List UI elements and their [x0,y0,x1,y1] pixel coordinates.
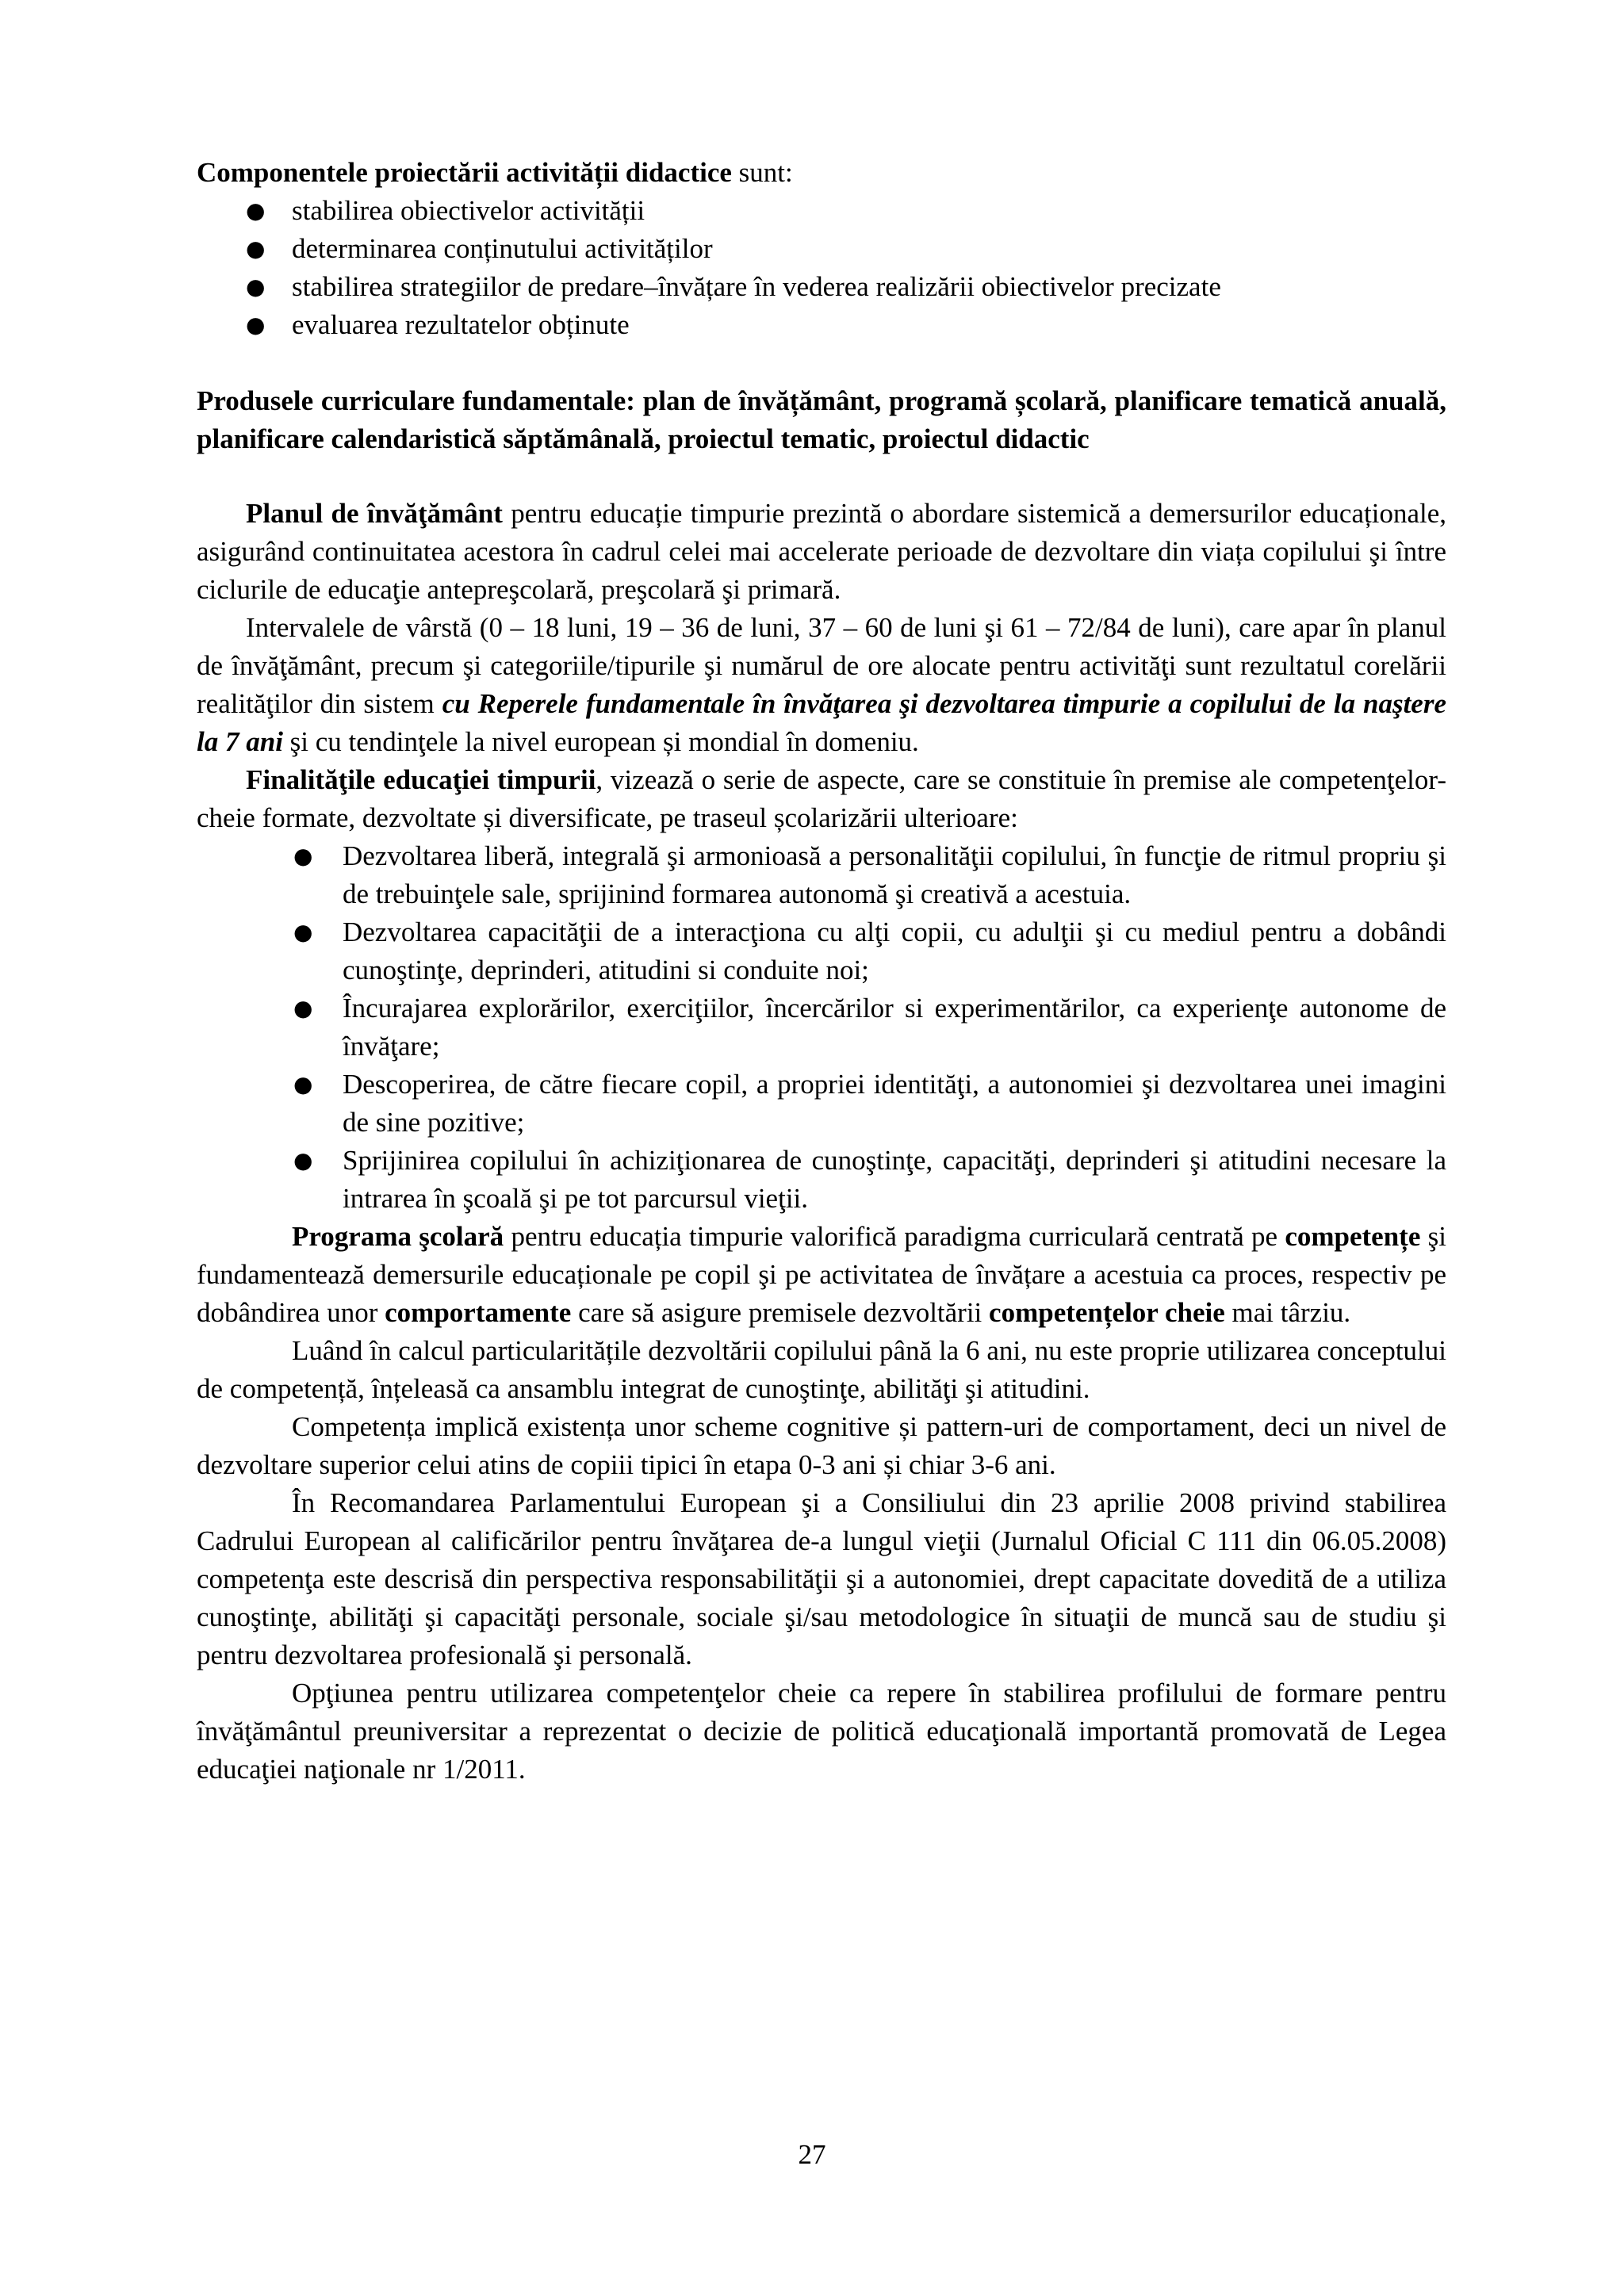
intervals-text-a: Intervalele de vârstă (0 – 18 luni, 19 – 36 de luni, 37 – 60 de luni şi 61 – 72/84 de luni), care apar în planul de învăţământ, precum şi categoriile/tipurile şi numărul de ore alocate pentru activităţi sunt rezultatul corelării realităţilor din sistem [197,612,1446,719]
list-item [197,268,1446,306]
programa-text-1: pentru educația timpurie valorifică paradigma curriculară centrată pe [504,1221,1285,1252]
bullet-icon: ● [293,995,313,1021]
list-item [197,1142,1446,1218]
list-item [197,192,1446,230]
list-item [197,989,1446,1066]
bullet-icon: ● [293,1147,313,1173]
body-paragraph: Luând în calcul particularitățile dezvoltării copilului până la 6 ani, nu este proprie utilizarea conceptului de competență, înțeleasă ca ansamblu integrat de cunoştinţe, abilităţi şi atitudini. [197,1335,1446,1404]
products-heading [197,382,1446,458]
list-item [197,837,1446,913]
programa-text-2: şi fundamentează demersurile educaționale pe copil şi pe activitatea de învățare a acestuia ca proces, respectiv pe dobândirea unor [197,1221,1446,1328]
bullet-icon: ● [246,274,266,300]
bullet-icon: ● [246,312,266,338]
programa-text-3: care să asigure premisele dezvoltării [571,1297,990,1328]
bullet-icon: ● [246,197,266,224]
body-paragraph: Opţiunea pentru utilizarea competenţelor cheie ca repere în stabilirea profilului de formare pentru învăţământul preuniversitar a reprezentat o decizie de politică educaţională importantă promovată de Legea educaţiei naţionale nr 1/2011. [197,1678,1446,1785]
programa-bold-4: competențelor cheie [989,1297,1225,1328]
list-item-text: Dezvoltarea capacităţii de a interacţiona cu alţi copii, cu adulţii şi cu mediul pentru a dobândi cunoştinţe, deprinderi, atitudini si conduite noi; [343,916,1446,985]
programa-bold-2: competențe [1285,1221,1421,1252]
body-paragraph: Competența implică existența unor scheme cognitive și pattern-uri de comportament, deci un nivel de dezvoltare superior celui atins de copiii tipici în etapa 0-3 ani și chiar 3-6 ani. [197,1411,1446,1480]
finalitati-list [197,837,1446,1218]
programa-bold-1: Programa şcolară [292,1221,504,1252]
list-item-text: stabilirea obiectivelor activității [292,195,645,226]
components-intro-bold: Componentele proiectării activității didactice [197,157,732,188]
bullet-icon: ● [246,235,266,262]
plan-text: pentru educație timpurie prezintă o abordare sistemică a demersurilor educaționale, asigurând continuitatea acestora în cadrul celei mai accelerate perioade de dezvoltare din viața copilului şi între ciclurile de educaţie antepreşcolară, preşcolară şi primară. [197,498,1446,605]
components-intro-rest: sunt: [731,157,793,188]
components-list [197,192,1446,344]
programa-bold-3: comportamente [385,1297,572,1328]
products-heading-text: Produsele curriculare fundamentale: plan de învățământ, programă școlară, planificare tematică anuală, planificare calendaristică săptămânală, proiectul tematic, proiectul didactic [197,385,1446,454]
list-item-text: evaluarea rezultatelor obținute [292,309,630,340]
programa-text-4: mai târziu. [1224,1297,1351,1328]
intervals-paragraph [197,609,1446,761]
list-item-text: Sprijinirea copilului în achiziţionarea de cunoştinţe, capacităţi, deprinderi şi atitudini necesare la intrarea în şcoală şi pe tot parcursul vieţii. [343,1145,1446,1214]
plan-bold: Planul de învăţământ [246,498,503,529]
intervals-text-b: şi cu tendinţele la nivel european și mondial în domeniu. [282,726,919,757]
programa-paragraph [197,1218,1446,1332]
intervals-bold-italic: cu Reperele fundamentale în învăţarea şi dezvoltarea timpurie a copilului de la naştere la 7 ani [197,688,1446,757]
list-item [197,230,1446,268]
list-item [197,913,1446,989]
components-intro [197,154,1446,192]
list-item-text: Descoperirea, de către fiecare copil, a propriei identităţi, a autonomiei şi dezvoltarea unei imagini de sine pozitive; [343,1069,1446,1138]
list-item-text: determinarea conținutului activităților [292,233,713,264]
body-paragraph: În Recomandarea Parlamentului European şi a Consiliului din 23 aprilie 2008 privind stabilirea Cadrului European al calificărilor pentru învăţarea de-a lungul vieţii (Jurnalul Oficial C 111 din 06.05.2008) competenţa este descrisă din perspectiva responsabilităţii şi a autonomiei, drept capacitate dovedită de a utiliza cunoştinţe, abilităţi şi capacităţi personale, sociale şi/sau metodologice în situaţii de muncă sau de studiu şi pentru dezvoltarea profesională şi personală. [197,1487,1446,1670]
document-page [197,154,1446,1789]
list-item [197,1066,1446,1142]
plan-paragraph [197,495,1446,609]
finalitati-paragraph [197,761,1446,837]
list-item-text: stabilirea strategiilor de predare–învățare în vederea realizării obiectivelor precizate [292,271,1221,302]
finalitati-bold: Finalităţile educaţiei timpurii [246,764,596,795]
finalitati-text: , vizează o serie de aspecte, care se constituie în premise ale competenţelor-cheie formate, dezvoltate și diversificate, pe traseul școlarizării ulterioare: [197,764,1446,833]
list-item-text: Încurajarea explorărilor, exerciţiilor, încercărilor si experimentărilor, ca experienţe autonome de învăţare; [343,993,1446,1062]
bullet-icon: ● [293,1071,313,1097]
page-number: 27 [798,2139,826,2170]
list-item-text: Dezvoltarea liberă, integrală şi armonioasă a personalităţii copilului, în funcţie de ritmul propriu şi de trebuinţele sale, sprijinind formarea autonomă şi creativă a acestuia. [343,840,1446,909]
bullet-icon: ● [293,843,313,869]
list-item [197,306,1446,344]
bullet-icon: ● [293,919,313,945]
